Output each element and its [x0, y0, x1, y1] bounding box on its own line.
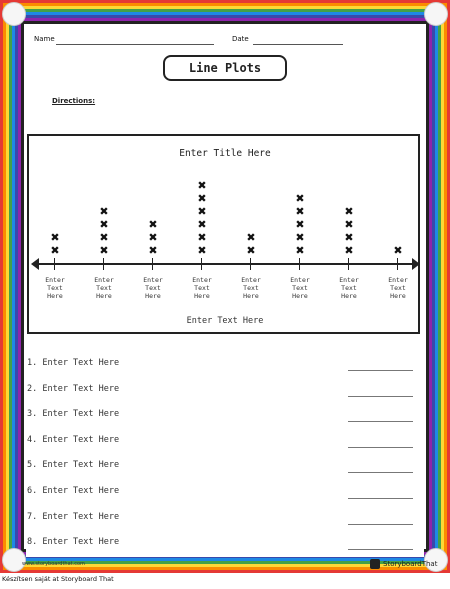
plot-x-mark: ✖	[99, 244, 109, 257]
question-item: 5. Enter Text Here	[27, 460, 120, 471]
plot-x-mark: ✖	[197, 205, 207, 218]
footer-url: www.storyboardthat.com	[22, 561, 85, 567]
question-item: 3. Enter Text Here	[27, 409, 120, 420]
storyboardthat-logo-icon	[370, 559, 380, 569]
category-label: Enter Text Here	[339, 276, 359, 300]
axis-tick	[299, 258, 300, 270]
line-plot-frame	[27, 134, 420, 334]
axis-tick	[250, 258, 251, 270]
border-stripe	[435, 12, 438, 561]
axis-tick	[397, 258, 398, 270]
plot-x-mark: ✖	[99, 231, 109, 244]
plot-x-mark: ✖	[148, 218, 158, 231]
plot-x-mark: ✖	[148, 231, 158, 244]
axis-tick	[152, 258, 153, 270]
plot-x-mark: ✖	[148, 244, 158, 257]
storyboardthat-logo	[370, 558, 438, 570]
plot-x-mark: ✖	[99, 205, 109, 218]
plot-x-mark: ✖	[197, 179, 207, 192]
category-label: Enter Text Here	[45, 276, 65, 300]
category-label: Enter Text Here	[241, 276, 261, 300]
category-label: Enter Text Here	[388, 276, 408, 300]
bottom-caption: Készítsen saját at Storyboard That	[2, 575, 114, 583]
plot-x-mark: ✖	[295, 218, 305, 231]
plot-x-mark: ✖	[99, 218, 109, 231]
chart-title: Enter Title Here	[179, 148, 271, 159]
plot-x-mark: ✖	[50, 244, 60, 257]
plot-x-mark: ✖	[197, 244, 207, 257]
answer-line[interactable]	[348, 549, 413, 550]
cloud-corner-icon	[424, 2, 448, 26]
answer-line[interactable]	[348, 396, 413, 397]
question-item: 6. Enter Text Here	[27, 486, 120, 496]
answer-line[interactable]	[348, 447, 413, 448]
plot-x-mark: ✖	[344, 231, 354, 244]
worksheet-title-text: Line Plots	[188, 61, 262, 75]
question-item: 2. Enter Text Here	[27, 383, 120, 394]
border-stripe	[432, 15, 435, 558]
plot-x-mark: ✖	[295, 244, 305, 257]
name-line[interactable]	[56, 44, 214, 45]
plot-x-mark: ✖	[295, 205, 305, 218]
border-stripe	[429, 18, 432, 555]
answer-line[interactable]	[348, 498, 413, 499]
axis-arrow-right-icon	[412, 258, 420, 270]
number-line-axis	[37, 263, 413, 265]
question-item: 4. Enter Text Here	[27, 434, 120, 445]
axis-tick	[201, 258, 202, 270]
border-stripe	[444, 3, 447, 570]
chart-x-label: Enter Text Here	[186, 316, 264, 326]
border-stripe	[441, 6, 444, 567]
plot-x-mark: ✖	[295, 231, 305, 244]
plot-x-mark: ✖	[197, 218, 207, 231]
plot-x-mark: ✖	[50, 231, 60, 244]
question-item: 8. Enter Text Here	[27, 537, 120, 548]
answer-line[interactable]	[348, 472, 413, 473]
axis-tick	[54, 258, 55, 270]
plot-x-mark: ✖	[197, 192, 207, 205]
category-label: Enter Text Here	[143, 276, 163, 300]
directions-label: Directions:	[52, 97, 96, 105]
plot-x-mark: ✖	[344, 205, 354, 218]
plot-x-mark: ✖	[295, 192, 305, 205]
category-label: Enter Text Here	[94, 276, 114, 300]
worksheet-title	[163, 55, 287, 81]
cloud-corner-icon	[2, 2, 26, 26]
border-stripe	[21, 21, 429, 24]
plot-x-mark: ✖	[246, 244, 256, 257]
plot-x-mark: ✖	[344, 244, 354, 257]
border-stripe	[21, 21, 24, 552]
date-label: Date	[232, 35, 249, 43]
date-line[interactable]	[253, 44, 343, 45]
axis-tick	[103, 258, 104, 270]
plot-x-mark: ✖	[197, 231, 207, 244]
name-label: Name	[34, 35, 55, 43]
plot-x-mark: ✖	[246, 231, 256, 244]
question-item: 7. Enter Text Here	[27, 511, 120, 522]
border-stripe	[438, 9, 441, 564]
plot-x-mark: ✖	[393, 244, 403, 257]
cloud-corner-icon	[2, 548, 26, 572]
storyboardthat-logo-text: StoryboardThat	[383, 560, 438, 568]
axis-tick	[348, 258, 349, 270]
border-stripe	[426, 21, 429, 552]
answer-line[interactable]	[348, 524, 413, 525]
category-label: Enter Text Here	[290, 276, 310, 300]
question-item: 1. Enter Text Here	[27, 358, 120, 368]
border-stripe	[0, 570, 450, 573]
answer-line[interactable]	[348, 370, 413, 371]
plot-x-mark: ✖	[344, 218, 354, 231]
answer-line[interactable]	[348, 421, 413, 422]
category-label: Enter Text Here	[192, 276, 212, 300]
